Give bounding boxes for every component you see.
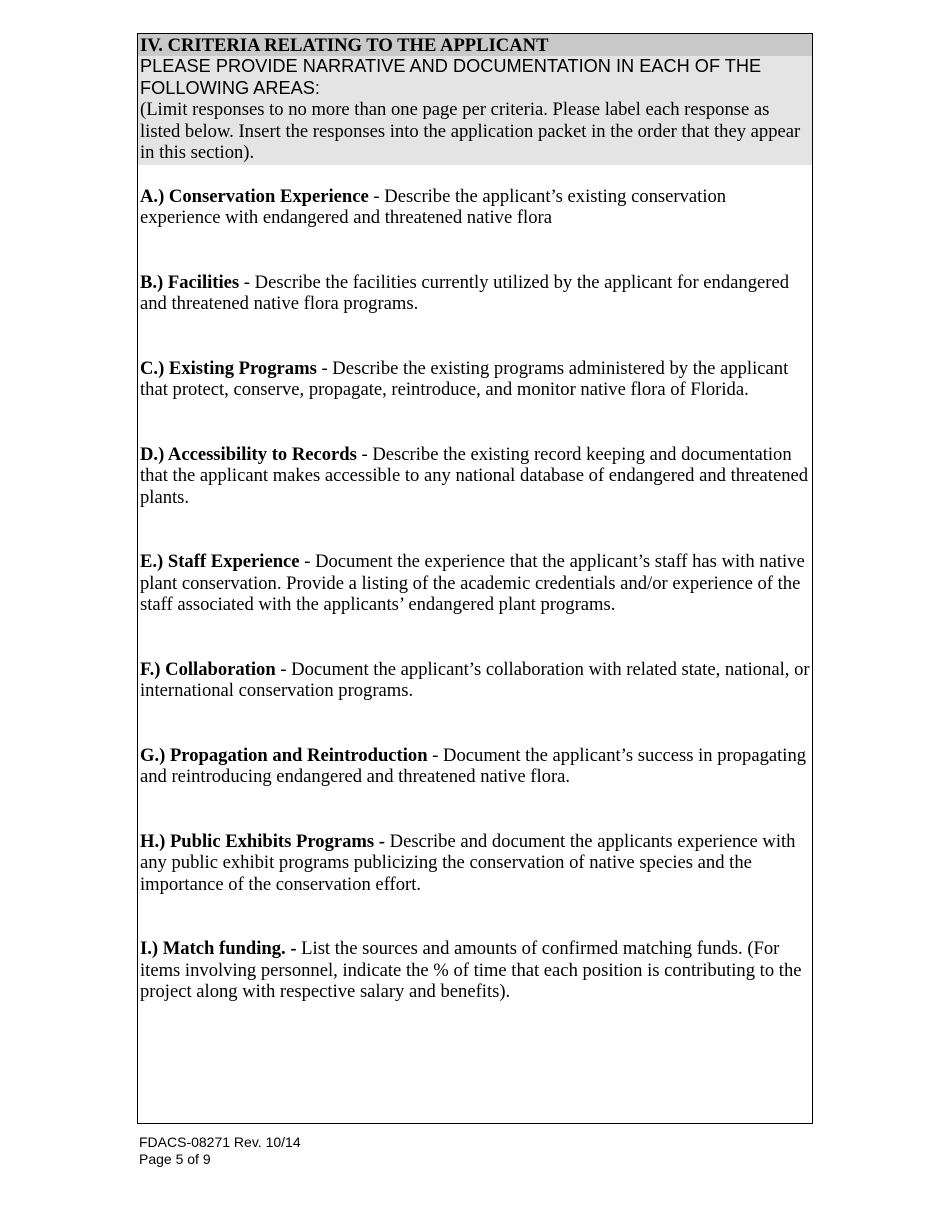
- criterion-heading: I.) Match funding. -: [140, 938, 297, 959]
- criteria-section-box: [137, 33, 813, 1124]
- criterion-text: - Describe the facilities currently utilized by the applicant for endangered and threatened native flora programs.: [140, 271, 789, 314]
- criterion-g: [140, 745, 810, 788]
- criterion-heading: G.) Propagation and Reintroduction: [140, 744, 428, 766]
- section-note: (Limit responses to no more than one page per criteria. Please label each response as listed below. Insert the responses into the application packet in the order that they appear in this section).: [140, 99, 801, 163]
- criterion-heading: C.) Existing Programs: [140, 357, 317, 379]
- criterion-a: [140, 186, 810, 229]
- criterion-text: - Document the experience that the applicant’s staff has with native plant conservation. Provide a listing of the academic credentials and/or experience of the staff associated with the applicants’ endangered plant programs.: [140, 551, 805, 615]
- criterion-d: [140, 444, 810, 509]
- section-title: IV. CRITERIA RELATING TO THE APPLICANT: [138, 34, 812, 56]
- criterion-heading: A.) Conservation Experience: [140, 185, 369, 207]
- criterion-b: [140, 272, 810, 315]
- criterion-heading: F.) Collaboration: [140, 658, 276, 680]
- criterion-c: [140, 358, 810, 401]
- page-footer: [139, 1134, 301, 1168]
- criteria-list: [138, 186, 812, 1003]
- criterion-heading: H.) Public Exhibits Programs -: [140, 830, 385, 852]
- criterion-text: - Describe the existing record keeping and documentation that the applicant makes accessible to any national database of endangered and threatened plants.: [140, 443, 809, 508]
- criterion-e: [140, 551, 810, 616]
- section-instruction: PLEASE PROVIDE NARRATIVE AND DOCUMENTATION IN EACH OF THE FOLLOWING AREAS:: [140, 56, 762, 98]
- criterion-text: - Document the applicant’s success in propagating and reintroducing endangered and threatened native flora.: [140, 744, 807, 787]
- criterion-text: - Describe the existing programs administered by the applicant that protect, conserve, propagate, reintroduce, and monitor native flora of Florida.: [140, 357, 789, 400]
- criterion-h: [140, 831, 810, 896]
- criterion-text: List the sources and amounts of confirmed matching funds. (For items involving personnel, indicate the % of time that each position is contributing to the project along with respective salary and benefits).: [140, 938, 802, 1002]
- page-number: Page 5 of 9: [139, 1151, 211, 1167]
- criterion-text: - Describe the applicant’s existing conservation experience with endangered and threatened native flora: [140, 185, 727, 228]
- criterion-heading: D.) Accessibility to Records: [140, 443, 357, 465]
- criterion-heading: B.) Facilities: [140, 271, 240, 293]
- form-id: FDACS-08271 Rev. 10/14: [139, 1134, 301, 1150]
- criterion-text: - Document the applicant’s collaboration with related state, national, or international conservation programs.: [140, 658, 810, 701]
- section-header: [138, 34, 812, 165]
- criterion-i: [140, 938, 810, 1003]
- criterion-f: [140, 659, 810, 702]
- criterion-text: Describe and document the applicants experience with any public exhibit programs publicizing the conservation of native species and the importance of the conservation effort.: [140, 830, 796, 895]
- criterion-heading: E.) Staff Experience: [140, 551, 300, 572]
